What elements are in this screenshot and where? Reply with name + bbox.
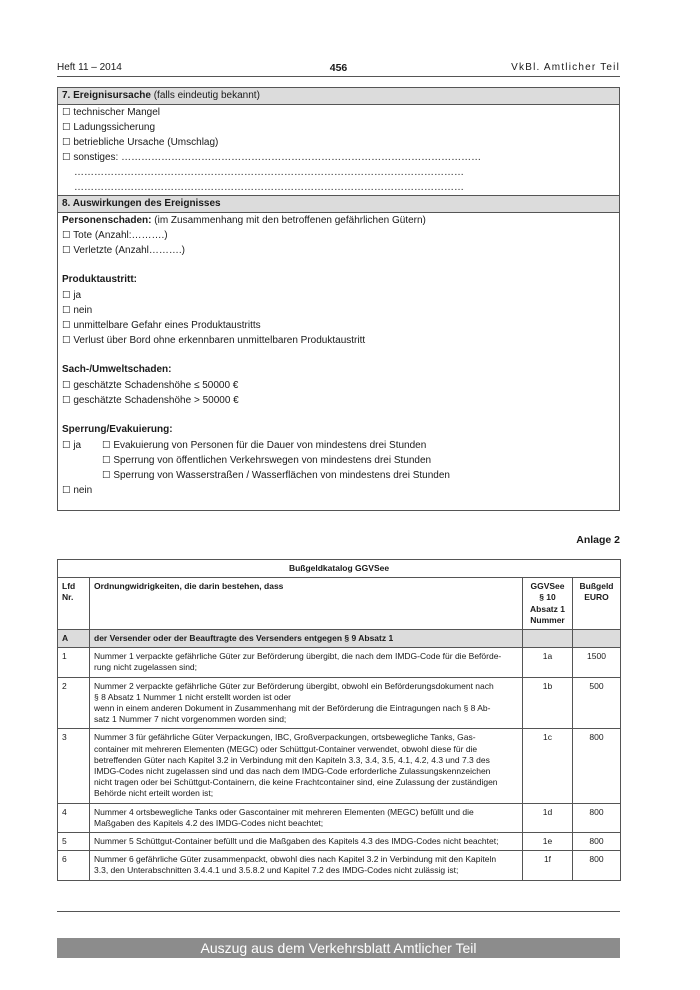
checkbox-icon[interactable]: ☐ [62,395,71,406]
checkbox-item[interactable]: ☐ technischer Mangel [62,107,161,118]
sperr-heading: Sperrung/Evakuierung: [62,424,173,435]
publication-title: VkBl. Amtlicher Teil [511,62,620,73]
checkbox-icon[interactable]: ☐ [102,440,111,451]
checkbox-item[interactable]: ☐ Tote (Anzahl:……….) [62,230,168,241]
checkbox-icon[interactable]: ☐ [62,305,71,316]
table-row: 2 Nummer 2 verpackte gefährliche Güter zur Beförderung übergibt, obwohl ein Beförderungsdokument nach § 8 Absatz 1 Nummer 1 nicht erstellt worden ist oder wenn in einem anderen Dokument in Zusammenhang mit der Beförderung die Eintragungen nach § 8 Ab- satz 1 Nummer 7 nicht vorgenommen worden sind; 1b 500 [58,677,621,729]
header-divider [57,76,620,77]
checkbox-item[interactable]: ☐ nein [62,305,93,316]
incident-form [57,87,620,511]
checkbox-icon[interactable]: ☐ [62,245,71,256]
checkbox-item[interactable]: ☐ unmittelbare Gefahr eines Produktaustritts [62,320,261,331]
checkbox-icon[interactable]: ☐ [62,485,71,496]
checkbox-icon[interactable]: ☐ [102,455,111,466]
checkbox-icon[interactable]: ☐ [62,152,71,163]
fine-catalog [57,559,620,881]
checkbox-item[interactable]: ☐ Sperrung von Wasserstraßen / Wasserflächen von mindestens drei Stunden [102,470,450,481]
checkbox-item[interactable]: ☐ Verlust über Bord ohne erkennbaren unmittelbaren Produktaustritt [62,335,366,346]
page-number: 456 [329,62,348,74]
footer-banner: Auszug aus dem Verkehrsblatt Amtlicher Teil [57,938,620,958]
fill-in-dots[interactable]: ……………………………………………………………………………………………… [121,152,482,163]
fill-in-line[interactable]: ……………………………………………………………………………………………………… [74,182,464,193]
section-8-heading: 8. Auswirkungen des Ereignisses [58,195,619,213]
checkbox-item[interactable]: ☐ nein [62,485,93,496]
checkbox-icon[interactable]: ☐ [62,320,71,331]
section-7-heading: 7. Ereignisursache (falls eindeutig bekannt) [58,88,619,105]
checkbox-item[interactable]: ☐ ja [62,290,82,301]
table-row: 3 Nummer 3 für gefährliche Güter Verpackungen, IBC, Großverpackungen, ortsbewegliche Tanks, Gas- container mit mehreren Elementen (MEGC) oder Schüttgut-Container verwendet, obwohl diese für die betreffenden Güter nach Kapitel 3.2 in Verbindung mit den Kapiteln 3.3, 3.4, 3.5, 4.1, 4.2, 4.3 und 7.3 des IMDG-Codes nicht zugelassen sind und das nach dem IMDG-Code erforderliche Zulassungskennzeichen nicht tragen oder bei Schüttgut-Containern, die keine Frachtcontainer sind, eine Zulassung der zuständigen Behörde nicht erteilt worden ist; 1c 800 [58,729,621,803]
annex-label: Anlage 2 [576,534,620,546]
checkbox-icon[interactable]: ☐ [62,440,71,451]
page-header [57,62,620,76]
checkbox-icon[interactable]: ☐ [62,290,71,301]
col-header-text: Ordnungwidrigkeiten, die darin bestehen, dass [90,578,523,630]
table-row: 5 Nummer 5 Schüttgut-Container befüllt und die Maßgaben des Kapitels 4.3 des IMDG-Codes nicht beachtet; 1e 800 [58,833,621,851]
table-row: 1 Nummer 1 verpackte gefährliche Güter zur Beförderung übergibt, die nach dem IMDG-Code für die Beförde- rung nicht zugelassen sind; 1a 1500 [58,648,621,677]
table-row: 6 Nummer 6 gefährliche Güter zusammenpackt, obwohl dies nach Kapitel 3.2 in Verbindung mit den Kapiteln 3.3, den Unterabschnitten 3.4.4.1 und 3.5.8.2 und Kapitel 7.2 des IMDG-Codes nicht zulässig ist; 1f 800 [58,851,621,880]
col-header-euro: Bußgeld EURO [573,578,621,630]
checkbox-item[interactable]: ☐ Verletzte (Anzahl……….) [62,245,186,256]
fill-in-line[interactable]: ……………………………………………………………………………………………………… [74,167,464,178]
table-divider [57,911,620,912]
checkbox-item-other[interactable]: ☐ sonstiges: ……………………………………………………………………………………………… [62,152,482,163]
checkbox-icon[interactable]: ☐ [62,107,71,118]
checkbox-item[interactable]: ☐ ja ☐ Evakuierung von Personen für die Dauer von mindestens drei Stunden [62,440,427,451]
table-caption: Bußgeldkatalog GGVSee [58,560,621,578]
produkt-heading: Produktaustritt: [62,274,137,285]
checkbox-item[interactable]: ☐ geschätzte Schadenshöhe ≤ 50000 € [62,380,239,391]
section-row: A der Versender oder der Beauftragte des Versenders entgegen § 9 Absatz 1 [58,630,621,648]
checkbox-icon[interactable]: ☐ [62,380,71,391]
col-header-ref: GGVSee § 10 Absatz 1 Nummer [523,578,573,630]
personen-heading: Personenschaden: (im Zusammenhang mit den betroffenen gefährlichen Gütern) [62,215,426,226]
checkbox-item[interactable]: ☐ Ladungssicherung [62,122,156,133]
checkbox-item[interactable]: ☐ Sperrung von öffentlichen Verkehrswegen von mindestens drei Stunden [102,455,432,466]
sach-heading: Sach-/Umweltschaden: [62,364,172,375]
checkbox-item[interactable]: ☐ geschätzte Schadenshöhe > 50000 € [62,395,239,406]
issue-label: Heft 11 – 2014 [57,62,122,73]
checkbox-icon[interactable]: ☐ [102,470,111,481]
checkbox-icon[interactable]: ☐ [62,137,71,148]
col-header-nr: Lfd Nr. [58,578,90,630]
checkbox-icon[interactable]: ☐ [62,122,71,133]
checkbox-icon[interactable]: ☐ [62,335,71,346]
checkbox-item[interactable]: ☐ betriebliche Ursache (Umschlag) [62,137,219,148]
table-row: 4 Nummer 4 ortsbewegliche Tanks oder Gascontainer mit mehreren Elementen (MEGC) befüllt und die Maßgaben des Kapitels 4.2 des IMDG-Codes nicht beachtet; 1d 800 [58,803,621,832]
checkbox-icon[interactable]: ☐ [62,230,71,241]
